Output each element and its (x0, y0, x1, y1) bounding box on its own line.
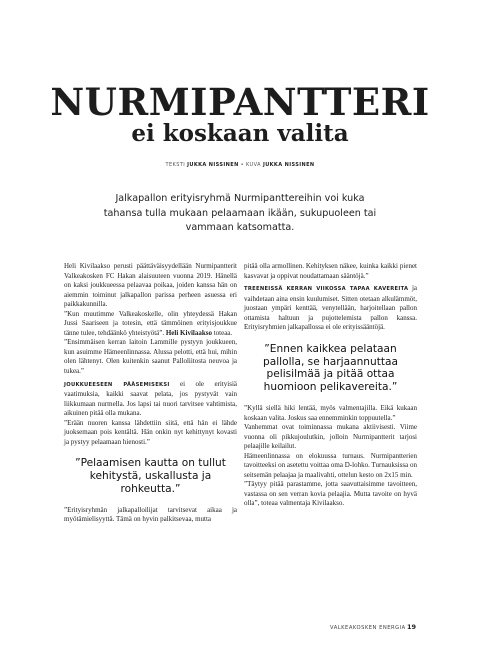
page-number: 19 (407, 623, 417, 631)
paragraph (64, 380, 237, 419)
paragraph: ”Täytyy pitää parastamme, jotta saavuttaisimme tavoitteen, vastassa on sen verran kovia pelaajia. Mutta tavoite on hyvä olla”, toteaa valmentaja Kivilaakso. (244, 480, 417, 508)
article-lead: Jalkapallon erityisryhmä Nurmipanttereihin voi kuka tahansa tulla mukaan pelaamaan ikään, sukupuoleen tai vammaan katsomatta. (103, 193, 377, 234)
footer-brand: VALKEAKOSKEN ENERGIA (330, 625, 406, 631)
paragraph (64, 310, 237, 339)
pull-quote: ”Ennen kaikkea pelataan pallolla, se harjaannuttaa pelisilmää ja pitää ottaa huomioon pelikavereita.” (262, 342, 399, 394)
paragraph-text: ”Kun muutimme Valkeakoskelle, olin yhteydessä Hakan Jussi Saariseen ja totesin, että tämmöinen erityisjoukkue tänne tulee, tehdäänkö yhteistyötä”. (64, 309, 237, 337)
byline-text-author: JUKKA NISSINEN (187, 162, 239, 168)
paragraph-subhead: TREENEISSÄ KERRAN VIIKOSSA TAPAA KAVEREITA (244, 286, 409, 293)
person-name: Heli Kivilaakso (165, 328, 212, 337)
paragraph: pitää olla armollinen. Kehityksen näkee, kuinka kaikki pienet kasvavat ja oppivat noudattamaan sääntöjä.” (244, 262, 417, 280)
left-column (64, 262, 237, 525)
paragraph: ”Erityisryhmän jalkapalloilijat tarvitsevat aikaa ja myötämielisyyttä. Tämä on hyvin palkitsevaa, mutta (64, 505, 237, 524)
byline-separator: • (238, 162, 246, 168)
paragraph: Heli Kivilaakso perusti päättäväisyydellään Nurmipantterit Valkeakosken FC Hakan alaisuuteen vuonna 2019. Hänellä on kaksi joukkueessa pelaavaa poikaa, joiden kanssa hän on aiemmin toiminut jalkapallon parissa perheen asuessa eri paikkakunnilla. (64, 262, 237, 309)
pull-quote: ”Pelaamisen kautta on tullut kehitystä, uskallusta ja rohkeutta.” (75, 457, 226, 495)
right-column (244, 262, 417, 509)
paragraph-text: toteaa. (211, 328, 233, 337)
paragraph-text: ja vaihdetaan aina ensin kuulumiset. Sitten otetaan alkulämmöt, juostaan ympäri kenttää, venytellään, harjoitellaan pallon ottamista haltuun ja pujottelemista pallon kanssa. Erityisryhmien jalkapallossa ei ole erityissääntöjä. (244, 284, 417, 332)
byline-photo-author: JUKKA NISSINEN (262, 162, 315, 168)
paragraph: Hämeenlinnassa on elokuussa turnaus. Nurmipantterien tavoitteeksi on asetettu voittaa oma D-lohko. Turnauksissa on seitsemän pelaajaa ja maalivahti, ottelun kesto on 2x15 min. (244, 451, 417, 479)
paragraph (244, 284, 417, 333)
article-subtitle: ei koskaan valita (131, 120, 349, 147)
byline-text-label: TEKSTI (165, 162, 186, 168)
paragraph: ”Kyllä siellä hiki lentää, myös valmentajilla. Eikä kukaan koskaan valita. Joskus saa ennemminkin toppuutella.” (244, 404, 417, 422)
article-title: NURMIPANTTERI (50, 80, 430, 124)
paragraph: Vanhemmat ovat toiminnassa mukana aktiivisesti. Viime vuonna oli pikkujoulutkin, jolloin Nurmipantterit tarjosi pelaajille keilailut. (244, 423, 417, 451)
paragraph-subhead: JOUKKUEESEEN PÄÄSEMISEKSI (64, 381, 170, 388)
byline (0, 162, 480, 168)
byline-photo-label: KUVA (246, 162, 261, 168)
paragraph-text: ei ole erityisiä vaatimuksia, kaikki saavat pelata, jos pystyvät vain liikkumaan nurmella. Jos lapsi tai nuori tarvitsee vahtimista, aikuinen pitää olla mukana. (64, 379, 237, 418)
paragraph: ”Erään nuoren kanssa lähdettiin siitä, että hän ei lähde juoksemaan pois kentältä. Hän onkin nyt kehittynyt kovasti ja pystyy pelaamaan hienosti.” (64, 418, 237, 446)
paragraph: ”Ensimmäisen kerran laitoin Lammille pystyyn joukkueen, kun asuimme Hämeenlinnassa. Alussa pelotti, että hui, mihin olen lähtenyt. Olen kuitenkin saanut Palloliitosta neuvoa ja tukea.” (64, 338, 237, 376)
